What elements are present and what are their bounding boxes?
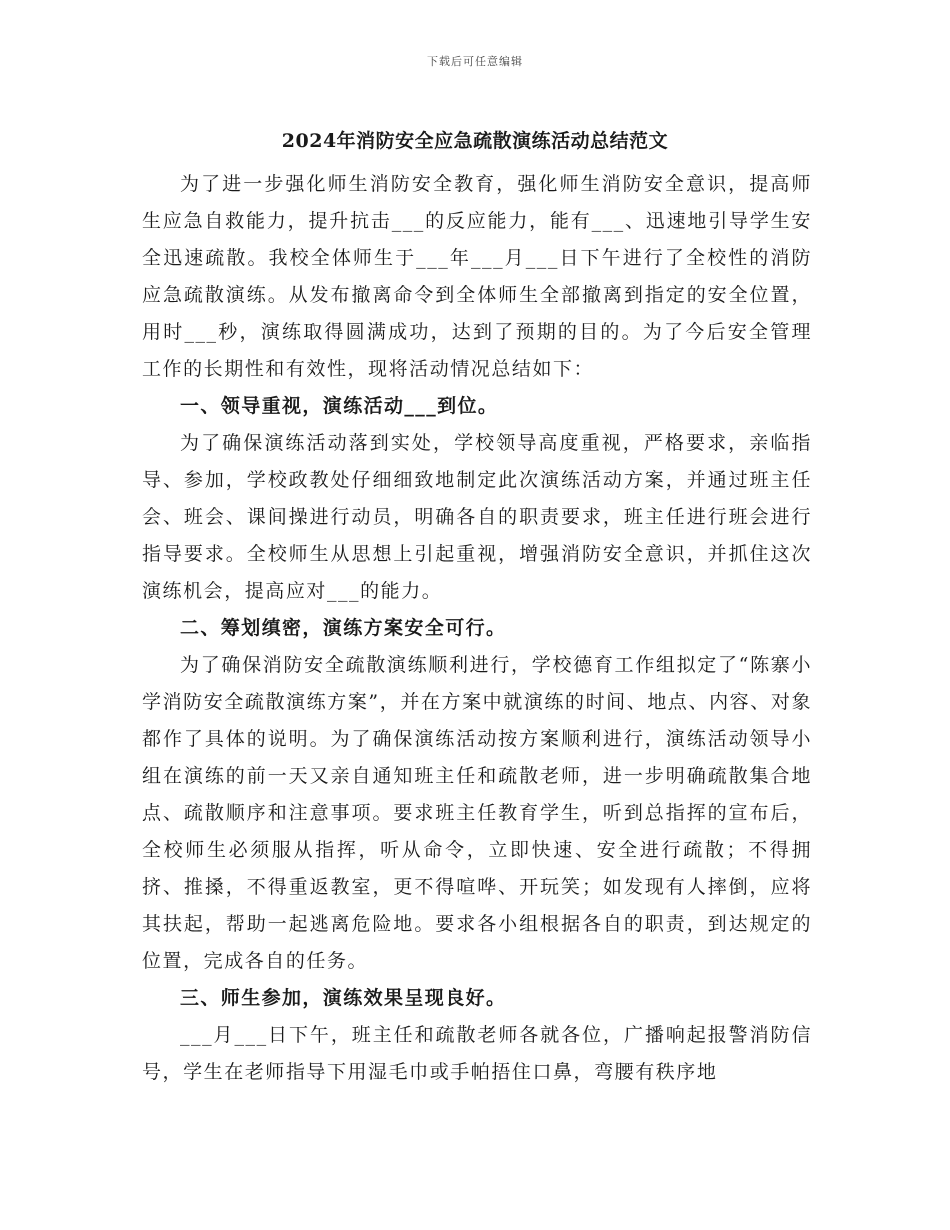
intro-paragraph: 为了进一步强化师生消防安全教育，强化师生消防安全意识，提高师生应急自救能力，提升抗击___的反应能力，能有___、迅速地引导学生安全迅速疏散。我校全体师生于___年___月___日下午进行了全校性的消防应急疏散演练。从发布撤离命令到全体师生全部撤离到指定的安全位置，用时___秒，演练取得圆满成功，达到了预期的目的。为了今后安全管理工作的长期性和有效性，现将活动情况总结如下： [142,173,812,380]
section-2-paragraph: 为了确保消防安全疏散演练顺利进行，学校德育工作组拟定了“陈寨小学消防安全疏散演练方案”，并在方案中就演练的时间、地点、内容、对象都作了具体的说明。为了确保演练活动按方案顺利进行，演练活动领导小组在演练的前一天又亲自通知班主任和疏散老师，进一步明确疏散集合地点、疏散顺序和注意事项。要求班主任教育学生，听到总指挥的宣布后，全校师生必须服从指挥，听从命令，立即快速、安全进行疏散；不得拥挤、推搡，不得重返教室，更不得喧哗、开玩笑；如发现有人摔倒，应将其扶起，帮助一起逃离危险地。要求各小组根据各自的职责，到达规定的位置，完成各自的任务。 [142,654,812,972]
document-title: 2024年消防安全应急疏散演练活动总结范文 [281,130,669,152]
section-heading-1: 一、领导重视，演练活动___到位。 [180,395,499,417]
section-heading-2: 二、筹划缜密，演练方案安全可行。 [180,617,507,639]
header-note: 下载后可任意编辑 [427,55,523,68]
section-1-paragraph: 为了确保演练活动落到实处，学校领导高度重视，严格要求，亲临指导、参加，学校政教处仔细细致地制定此次演练活动方案，并通过班主任会、班会、课间操进行动员，明确各自的职责要求，班主任进行班会进行指导要求。全校师生从思想上引起重视，增强消防安全意识，并抓住这次演练机会，提高应对___的能力。 [142,432,812,602]
document-body [142,166,812,1091]
section-heading-3: 三、师生参加，演练效果呈现良好。 [180,987,507,1009]
section-3-paragraph: ___月___日下午，班主任和疏散老师各就各位，广播响起报警消防信号，学生在老师指导下用湿毛巾或手帕捂住口鼻，弯腰有秩序地 [142,1024,812,1083]
